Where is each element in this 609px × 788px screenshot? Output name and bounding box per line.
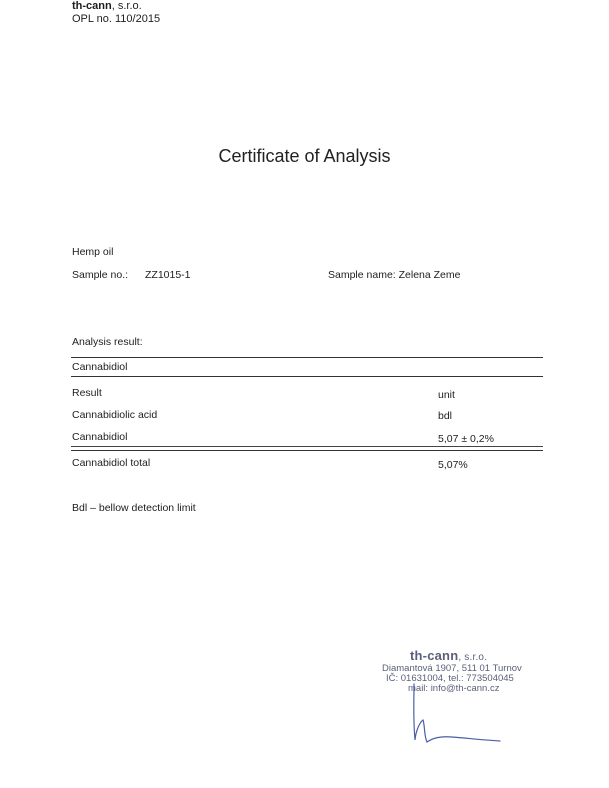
table-row-value: 5,07 ± 0,2% (438, 433, 494, 445)
signature (400, 680, 505, 755)
analysis-result-label: Analysis result: (72, 336, 143, 348)
stamp-company-suffix: , s.r.o. (458, 652, 488, 663)
sample-name: Sample name: Zelena Zeme (328, 269, 461, 281)
stamp-address: Diamantová 1907, 511 01 Turnov (382, 663, 522, 674)
table-header-result: Result (72, 387, 102, 399)
table-header-unit: unit (438, 389, 455, 401)
stamp-company-name: th-cann (410, 648, 459, 663)
table-row-value: bdl (438, 410, 453, 422)
header-company-suffix: , s.r.o. (111, 0, 142, 12)
stamp-ids: IČ: 01631004, tel.: 773504045 (386, 673, 514, 684)
product-name: Hemp oil (72, 246, 114, 258)
table-total-rule (71, 450, 543, 451)
sample-no-value: ZZ1015-1 (145, 269, 191, 281)
stamp-mail: mail: info@th-cann.cz (408, 683, 500, 694)
table-total-value: 5,07% (438, 459, 468, 471)
stamp-company (410, 648, 487, 663)
header-company (72, 0, 142, 13)
table-row-name: Cannabidiolic acid (72, 409, 158, 421)
table-section-title: Cannabidiol (72, 361, 128, 373)
table-row-name: Cannabidiol (72, 431, 128, 443)
footnote: Bdl – bellow detection limit (72, 502, 196, 514)
table-section-rule (71, 376, 543, 377)
table-top-rule (71, 357, 543, 358)
table-total-name: Cannabidiol total (72, 457, 151, 469)
header-company-name: th-cann (72, 0, 112, 12)
document-title: Certificate of Analysis (218, 146, 391, 166)
header-opl-number: OPL no. 110/2015 (72, 13, 161, 25)
sample-no-label: Sample no.: (72, 269, 129, 281)
table-row-rule (71, 446, 543, 447)
